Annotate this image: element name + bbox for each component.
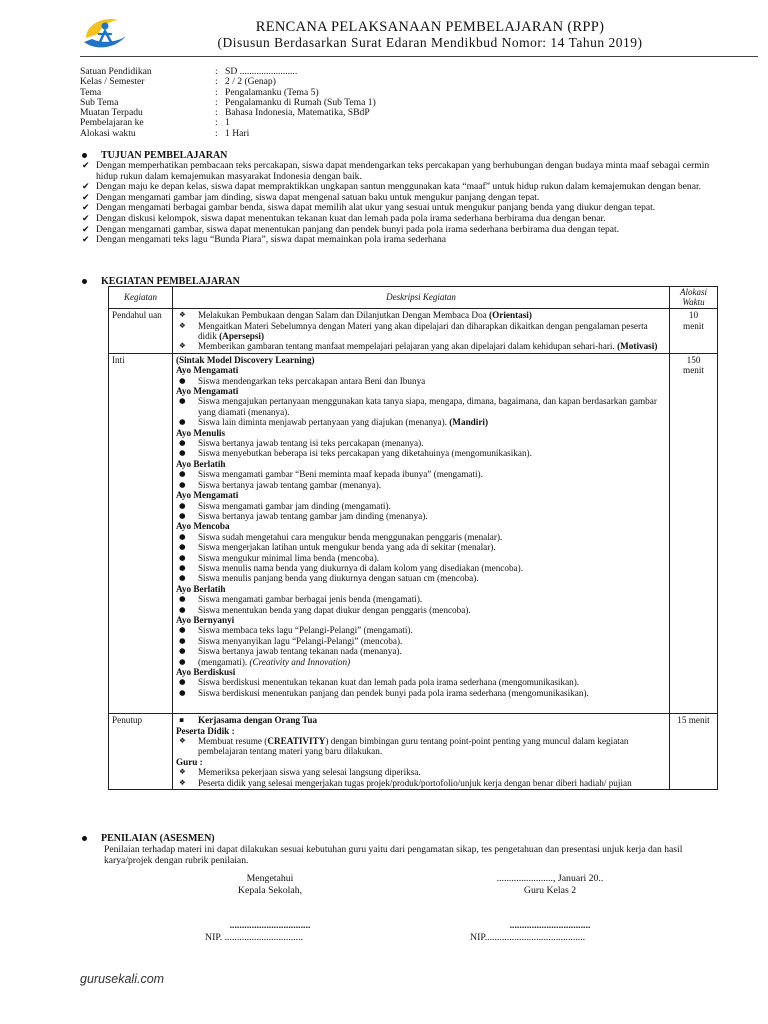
- pendahuluan-alokasi: 10 menit: [670, 309, 718, 354]
- list-item: ● Siswa mengerjakan latihan untuk mengukur benda yang ada di sekitar (menalar).: [176, 542, 666, 552]
- identity-value: 2 / 2 (Genap): [225, 76, 276, 88]
- group-heading: Ayo Mengamati: [175, 365, 239, 376]
- bullet-dot-icon: ●: [178, 552, 186, 562]
- identity-block: [80, 67, 376, 139]
- group-heading: Ayo Menulis: [175, 427, 226, 438]
- bullet-dot-icon: ●: [178, 542, 186, 552]
- tujuan-item: ✔ Dengan mengamati gambar, siswa dapat menentukan panjang dan pendek bunyi pada pola irama sederhana berbirama dua dengan tepat.: [82, 223, 620, 235]
- group-heading: Peserta Didik :: [175, 725, 235, 736]
- checkmark-icon: ✔: [82, 213, 90, 224]
- bullet-dot-icon: ●: [178, 417, 186, 427]
- bullet-dot-icon: ●: [178, 594, 186, 604]
- group-heading: Ayo Bernyanyi: [175, 614, 235, 625]
- identity-value: Pengalamanku di Rumah (Sub Tema 1): [225, 96, 376, 108]
- identity-label: Muatan Terpadu: [80, 107, 143, 119]
- signature-guru-kelas: [450, 873, 650, 943]
- list-item: ● Siswa berdiskusi menentukan tekanan kuat dan lemah pada pola irama sederhana (mengomunikasikan).: [176, 677, 666, 687]
- list-item: ● Siswa mengamati gambar berbagai jenis benda (mengamati).: [176, 594, 666, 604]
- identity-label: Tema: [80, 86, 102, 98]
- table-row: [109, 353, 718, 713]
- bullet-dot-icon: ●: [178, 635, 186, 645]
- list-item: ● Siswa menulis nama benda yang diukurnya di dalam kolom yang disediakan (mencoba).: [176, 563, 666, 573]
- tujuan-item: ✔ Dengan maju ke depan kelas, siswa dapat mempraktikkan ungkapan santun menggunakan kata “maaf” untuk hidup rukun dalam kemajemukan dengan benar.: [82, 181, 702, 193]
- list-item: ● (mengamati). (Creativity and Innovation): [176, 657, 666, 667]
- list-item: ❖ Peserta didik yang selesai mengerjakan tugas projek/produk/portofolio/unjuk kerja dengan benar diberi hadiah/ pujian: [176, 778, 666, 788]
- group-heading: Ayo Mengamati: [175, 490, 239, 501]
- list-item: ● Siswa mengamati gambar jam dinding (mengamati).: [176, 501, 666, 511]
- checkmark-icon: ✔: [82, 192, 90, 203]
- row-label-penutup: Penutup: [109, 714, 173, 790]
- identity-label: Satuan Pendidikan: [80, 66, 152, 77]
- identity-colon: :: [215, 76, 218, 88]
- tujuan-heading: TUJUAN PEMBELAJARAN: [82, 150, 722, 161]
- checkmark-icon: ✔: [82, 224, 90, 235]
- identity-colon: :: [215, 117, 218, 129]
- identity-colon: :: [215, 86, 218, 98]
- penutup-alokasi: 15 menit: [670, 714, 718, 790]
- penilaian-section: [82, 833, 722, 866]
- identity-value: Bahasa Indonesia, Matematika, SBdP: [225, 107, 370, 119]
- identity-colon: :: [215, 107, 218, 119]
- group-heading: Ayo Mengamati: [175, 386, 239, 397]
- bullet-dot-icon: ●: [178, 438, 186, 448]
- penutup-description: [172, 714, 669, 790]
- list-item: ● Siswa menyebutkan beberapa isi teks percakapan yang diketahuinya (mengomunikasikan).: [176, 448, 666, 458]
- list-item: ● Siswa menulis panjang benda yang diukurnya dengan satuan cm (mencoba).: [176, 573, 666, 583]
- diamond-bullet-icon: ❖: [178, 777, 186, 787]
- table-row: [109, 714, 718, 790]
- bullet-dot-icon: [82, 836, 87, 841]
- bullet-dot-icon: ●: [178, 531, 186, 541]
- list-item: ❖ Mengaitkan Materi Sebelumnya dengan Materi yang akan dipelajari dan diharapkan dikaitkan dengan pengalaman peserta didik (Apersepsi): [176, 321, 666, 342]
- identity-value: SD ........................: [225, 66, 298, 77]
- inti-description: [172, 353, 669, 713]
- sintak-label: (Sintak Model Discovery Learning): [175, 354, 315, 365]
- list-item: ❖ Memeriksa pekerjaan siswa yang selesai langsung diperiksa.: [176, 767, 666, 777]
- list-item: ● Siswa berdiskusi menentukan panjang dan pendek bunyi pada pola irama sederhana (mengomunikasikan).: [176, 688, 666, 698]
- table-header-row: [109, 287, 718, 309]
- tujuan-item: ✔ Dengan mengamati berbagai gambar benda, siswa dapat memilih alat ukur yang sesuai untuk mengukur panjang benda yang diukur dengan tepat.: [82, 202, 656, 214]
- penilaian-heading: PENILAIAN (ASESMEN): [82, 833, 722, 844]
- row-label-pendahuluan: Pendahul uan: [109, 309, 173, 354]
- bullet-dot-icon: [82, 153, 87, 158]
- list-item: ● Siswa bertanya jawab tentang gambar jam dinding (menanya).: [176, 511, 666, 521]
- list-item: ● Siswa sudah mengetahui cara mengukur benda menggunakan penggaris (menalar).: [176, 532, 666, 542]
- group-heading: Ayo Berdiskusi: [175, 667, 236, 677]
- diamond-bullet-icon: ❖: [178, 767, 186, 777]
- identity-value: Pengalamanku (Tema 5): [225, 86, 319, 98]
- diamond-bullet-icon: ❖: [178, 736, 186, 746]
- col-alokasi-header: Alokasi Waktu: [670, 287, 718, 309]
- signature-nip: NIP. ................................: [205, 931, 303, 943]
- group-heading: Guru :: [175, 756, 203, 767]
- diamond-bullet-icon: ❖: [178, 341, 186, 351]
- bullet-dot-icon: ●: [178, 396, 186, 406]
- diamond-bullet-icon: ❖: [178, 310, 186, 320]
- spacer: [176, 698, 666, 712]
- list-item: ● Siswa bertanya jawab tentang gambar (menanya).: [176, 480, 666, 490]
- list-item: ▪ Kerjasama dengan Orang Tua: [176, 715, 666, 725]
- table-row: [109, 309, 718, 354]
- inti-alokasi: 150 menit: [670, 353, 718, 713]
- list-item: ● Siswa menentukan benda yang dapat diukur dengan penggaris (mencoba).: [176, 605, 666, 615]
- checkmark-icon: ✔: [82, 182, 90, 193]
- checkmark-icon: ✔: [82, 161, 90, 171]
- list-item: ● Siswa mendengarkan teks percakapan antara Beni dan Ibunya: [176, 376, 666, 386]
- document-title: RENCANA PELAKSANAAN PEMBELAJARAN (RPP): [255, 19, 605, 35]
- pendahuluan-description: [172, 309, 669, 354]
- kegiatan-heading: KEGIATAN PEMBELAJARAN: [82, 276, 240, 287]
- tujuan-item: ✔ Dengan diskusi kelompok, siswa dapat menentukan tekanan kuat dan lemah pada pola irama sederhana berbirama dua dengan benar.: [82, 212, 606, 224]
- list-item: ● Siswa bertanya jawab tentang tekanan nada (menanya).: [176, 646, 666, 656]
- list-item: ● Siswa bertanya jawab tentang isi teks percakapan (menanya).: [176, 438, 666, 448]
- col-deskripsi-header: Deskripsi Kegiatan: [172, 287, 669, 309]
- checkmark-icon: ✔: [82, 203, 90, 214]
- bullet-dot-icon: ●: [178, 573, 186, 583]
- bullet-dot-icon: ●: [178, 625, 186, 635]
- list-item: ❖ Melakukan Pembukaan dengan Salam dan Dilanjutkan Dengan Membaca Doa (Orientasi): [176, 310, 666, 320]
- bullet-dot-icon: ●: [178, 562, 186, 572]
- bullet-dot-icon: ●: [178, 375, 186, 385]
- identity-colon: :: [215, 96, 218, 108]
- list-item: ● Siswa mengajukan pertanyaan menggunakan kata tanya siapa, mengapa, dimana, bagaimana, dan kapan berdasarkan gambar yang diamati (menanya).: [176, 396, 666, 417]
- col-kegiatan-header: Kegiatan: [109, 287, 173, 309]
- identity-label: Alokasi waktu: [80, 127, 136, 139]
- list-item: ● Siswa membaca teks lagu “Pelangi-Pelangi” (mengamati).: [176, 625, 666, 635]
- source-watermark: gurusekali.com: [80, 972, 165, 986]
- document-subtitle: (Disusun Berdasarkan Surat Edaran Mendikbud Nomor: 14 Tahun 2019): [217, 35, 643, 50]
- identity-colon: :: [215, 127, 218, 139]
- bullet-dot-icon: ●: [178, 646, 186, 656]
- identity-colon: :: [215, 66, 218, 77]
- signature-nip: NIP.........................................: [470, 931, 586, 943]
- identity-row: [80, 129, 376, 139]
- bullet-dot-icon: [82, 279, 87, 284]
- list-item: ❖ Memberikan gambaran tentang manfaat mempelajari pelajaran yang akan dipelajari dalam kehidupan sehari-hari. (Motivasi): [176, 341, 666, 351]
- signature-name: .................................: [229, 920, 311, 931]
- signature-date: ......................., Januari 20..: [496, 873, 604, 884]
- list-item: ❖ Membuat resume (CREATIVITY) dengan bimbingan guru tentang point-point penting yang muncul dalam kegiatan pembelajaran tentang materi yang baru dilakukan.: [176, 736, 666, 757]
- bullet-dot-icon: ●: [178, 687, 186, 697]
- identity-value: 1: [225, 117, 230, 129]
- list-item: ● Siswa mengamati gambar “Beni meminta maaf kepada ibunya” (mengamati).: [176, 469, 666, 479]
- signature-role: Guru Kelas 2: [523, 884, 577, 896]
- tujuan-section: [82, 150, 722, 246]
- bullet-dot-icon: ●: [178, 510, 186, 520]
- identity-label: Sub Tema: [80, 96, 119, 108]
- group-heading: Ayo Mencoba: [175, 521, 230, 532]
- bullet-dot-icon: ●: [178, 500, 186, 510]
- bullet-dot-icon: ●: [178, 479, 186, 489]
- kegiatan-table: [108, 286, 718, 790]
- tujuan-item: ✔ Dengan mengamati gambar jam dinding, siswa dapat mengenal satuan baku untuk mengukur panjang dengan tepat.: [82, 191, 540, 203]
- checkmark-icon: ✔: [82, 235, 90, 246]
- penilaian-body: Penilaian terhadap materi ini dapat dilakukan sesuai kebutuhan guru yaitu dari pengamatan sikap, tes pengetahuan dan presentasi unjuk kerja dan hasil karya/projek dengan rubrik penilaian.: [104, 844, 683, 866]
- bullet-dot-icon: ●: [178, 448, 186, 458]
- list-item: ● Siswa lain diminta menjawab pertanyaan yang diajukan (menanya). (Mandiri): [176, 417, 666, 427]
- list-item: ● Siswa mengukur minimal lima benda (mencoba).: [176, 553, 666, 563]
- signature-role: Kepala Sekolah,: [237, 884, 303, 896]
- header-divider: [80, 56, 758, 57]
- list-item: ● Siswa menyanyikan lagu “Pelangi-Pelangi” (mencoba).: [176, 636, 666, 646]
- identity-label: Kelas / Semester: [80, 76, 145, 88]
- tujuan-item: ✔ Dengan memperhatikan pembacaan teks percakapan, siswa dapat mendengarkan teks percakapan yang berhubungan dengan budaya minta maaf sebagai cermin hidup rukun dalam kemajemukan masyarakat Indonesia dengan baik.: [82, 160, 710, 182]
- tut-wuri-handayani-logo-icon: [80, 12, 130, 54]
- diamond-bullet-icon: ❖: [178, 320, 186, 330]
- signature-name: .................................: [509, 920, 591, 931]
- signature-kepala-sekolah: [185, 873, 355, 943]
- bullet-dot-icon: ●: [178, 677, 186, 687]
- bullet-dot-icon: ●: [178, 469, 186, 479]
- identity-value: 1 Hari: [225, 127, 250, 139]
- tujuan-item: ✔ Dengan mengamati teks lagu “Bunda Piara”, siswa dapat memainkan pola irama sederhana: [82, 234, 447, 246]
- bullet-dot-icon: ●: [178, 604, 186, 614]
- small-bullet-icon: ▪: [178, 715, 185, 725]
- row-label-inti: Inti: [109, 353, 173, 713]
- identity-label: Pembelajaran ke: [80, 117, 144, 129]
- group-heading: Ayo Berlatih: [175, 458, 226, 469]
- signature-caption: Mengetahui: [246, 873, 294, 884]
- bullet-dot-icon: ●: [178, 656, 186, 666]
- group-heading: Ayo Berlatih: [175, 583, 226, 594]
